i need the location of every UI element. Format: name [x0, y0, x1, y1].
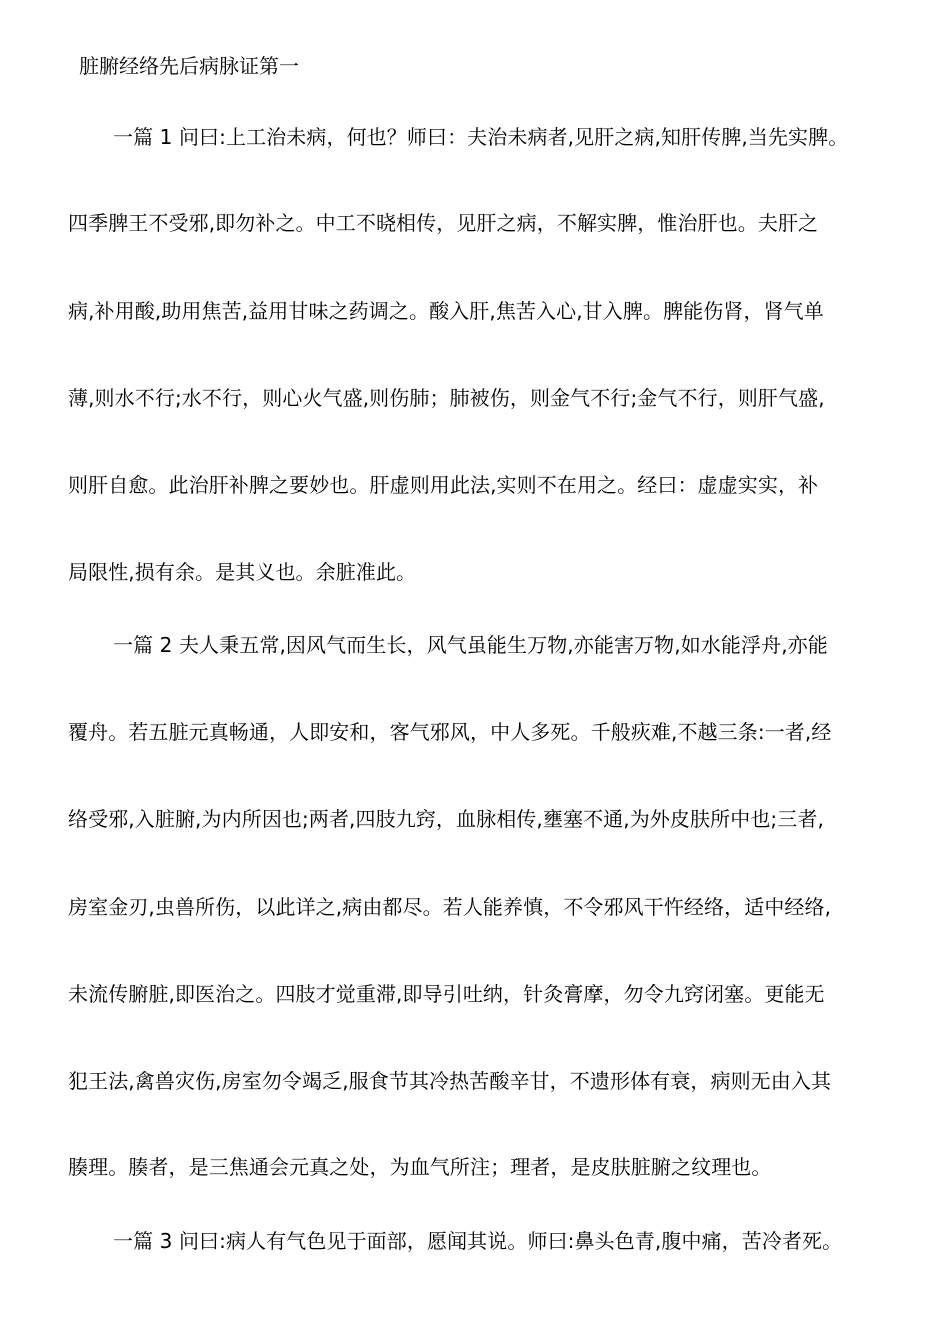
paragraph-2-line-4: 房室金刃,虫兽所伤，以此详之,病由都尽。若人能养慎，不令邪风干忤经络，适中经络,	[68, 895, 832, 919]
paragraph-1-line-5: 则肝自愈。此治肝补脾之要妙也。肝虚则用此法,实则不在用之。经曰：虚虚实实，补	[68, 473, 819, 497]
paragraph-1-line-1: 一篇 1 问曰:上工治未病，何也？师曰：夫治未病者,见肝之病,知肝传脾,当先实脾。	[113, 125, 849, 149]
paragraph-1-line-6: 局限性,损有余。是其义也。余脏准此。	[68, 560, 417, 584]
paragraph-2-line-1: 一篇 2 夫人秉五常,因风气而生长，风气虽能生万物,亦能害万物,如水能浮舟,亦能	[113, 633, 828, 657]
paragraph-2-line-7: 腠理。腠者，是三焦通会元真之处，为血气所注；理者，是皮肤脏腑之纹理也。	[68, 1155, 772, 1179]
paragraph-1-line-4: 薄,则水不行;水不行，则心火气盛,则伤肺；肺被伤，则金气不行;金气不行，则肝气盛,	[68, 386, 825, 410]
paragraph-3-line-1: 一篇 3 问曰:病人有气色见于面部，愿闻其说。师曰:鼻头色青,腹中痛，苦冷者死。	[113, 1229, 843, 1253]
paragraph-2-line-6: 犯王法,禽兽灾伤,房室勿令竭乏,服食节其冷热苦酸辛甘，不遗形体有衰，病则无由入其	[68, 1069, 832, 1093]
paragraph-2-line-2: 覆舟。若五脏元真畅通，人即安和，客气邪风，中人多死。千般疢难,不越三条:一者,经	[68, 720, 832, 744]
paragraph-2-line-5: 未流传腑脏,即医治之。四肢才觉重滞,即导引吐纳，针灸膏摩，勿令九窍闭塞。更能无	[68, 982, 825, 1006]
paragraph-1-line-3: 病,补用酸,助用焦苦,益用甘味之药调之。酸入肝,焦苦入心,甘入脾。脾能伤肾，肾气单	[68, 299, 824, 323]
paragraph-1-line-2: 四季脾王不受邪,即勿补之。中工不晓相传，见肝之病，不解实脾，惟治肝也。夫肝之	[68, 211, 819, 235]
document-title: 脏腑经络先后病脉证第一	[79, 54, 299, 78]
paragraph-2-line-3: 络受邪,入脏腑,为内所因也;两者,四肢九窍，血脉相传,壅塞不通,为外皮肤所中也;三者,	[68, 807, 824, 831]
